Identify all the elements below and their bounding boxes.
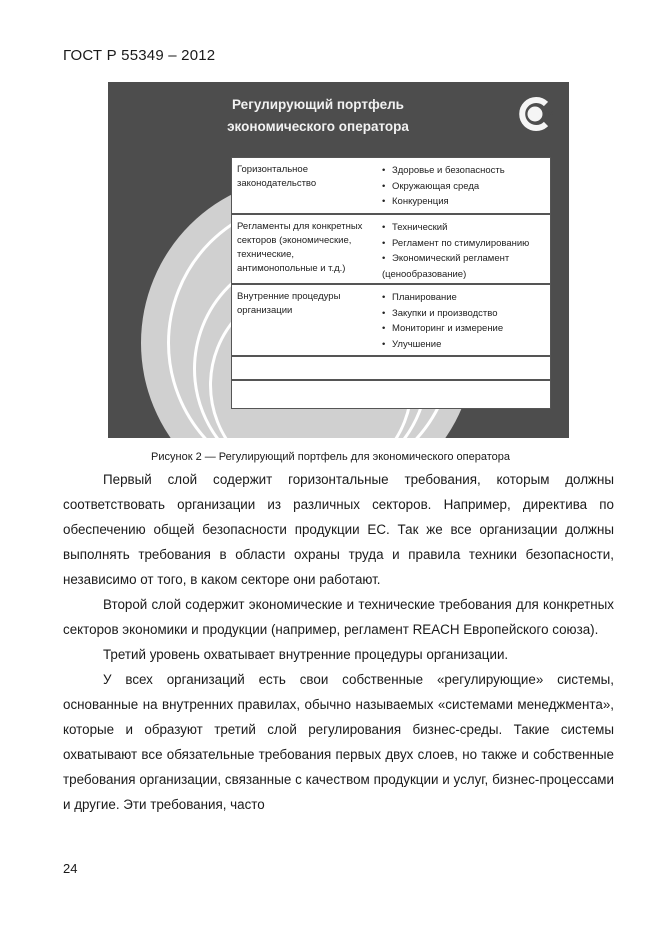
paragraph: У всех организаций есть свои собственные «регулирующие» системы, основанные на внутренних правилах, обычно называемых «системами менеджмента», которые и образуют третий слой регулирования бизнес-среды. Такие системы охватывают все обязательные требования первых двух слоев, но также и собственные требования организации, связанные с качеством продукции и услуг, бизнес-процессами и другие. Эти требования, часто (63, 672, 614, 812)
layer-item: • Технический (382, 220, 542, 236)
ctr-logo-icon (517, 96, 553, 132)
body-text (63, 467, 614, 817)
layer-items (382, 290, 503, 352)
paragraph: Третий уровень охватывает внутренние процедуры организации. (103, 647, 509, 662)
layer-item: • Конкуренция (382, 194, 505, 210)
layer-item: • Здоровье и безопасность (382, 163, 505, 179)
layer-item: • Окружающая среда (382, 179, 505, 195)
figure-title-text: Регулирующий портфель экономического оператора (227, 97, 409, 134)
layer-row-internal (232, 285, 550, 357)
paragraph: Второй слой содержит экономические и технические требования для конкретных секторов экономики и продукции (например, регламент REACH Европейского союза). (63, 597, 614, 637)
regulatory-portfolio-figure (108, 82, 569, 438)
layer-row-empty (232, 357, 550, 381)
layer-item: • Планирование (382, 290, 503, 306)
layer-item: • Экономический регламент (ценообразование) (382, 251, 542, 282)
layer-row-horizontal (232, 158, 550, 215)
layer-items (382, 163, 505, 210)
layer-label: Горизонтальное законодательство (237, 164, 317, 189)
layer-label: Регламенты для конкретных секторов (экономические, технические, антимонопольные и т.д.) (237, 221, 363, 274)
page-header: ГОСТ Р 55349 – 2012 (63, 47, 216, 64)
logo-text: TP (542, 109, 553, 119)
layer-item: • Улучшение (382, 337, 503, 353)
layer-row-empty (232, 381, 550, 405)
figure-title (108, 94, 528, 138)
figure-caption: Рисунок 2 — Регулирующий портфель для экономического оператора (151, 451, 510, 463)
layer-item: • Регламент по стимулированию (382, 236, 542, 252)
layer-label: Внутренние процедуры организации (237, 291, 341, 316)
paragraph: Первый слой содержит горизонтальные требования, которым должны соответствовать организации из различных секторов. Например, директива по обеспечению общей безопасности продукции ЕС. Так же все организации должны выполнять требования в области охраны труда и правила техники безопасности, независимо от того, в каком секторе они работают. (63, 472, 614, 587)
layer-row-sector (232, 215, 550, 285)
layer-items (382, 220, 542, 282)
layer-item: • Закупки и производство (382, 306, 503, 322)
layers-panel (231, 157, 551, 409)
layer-item: • Мониторинг и измерение (382, 321, 503, 337)
page-number: 24 (63, 861, 78, 876)
